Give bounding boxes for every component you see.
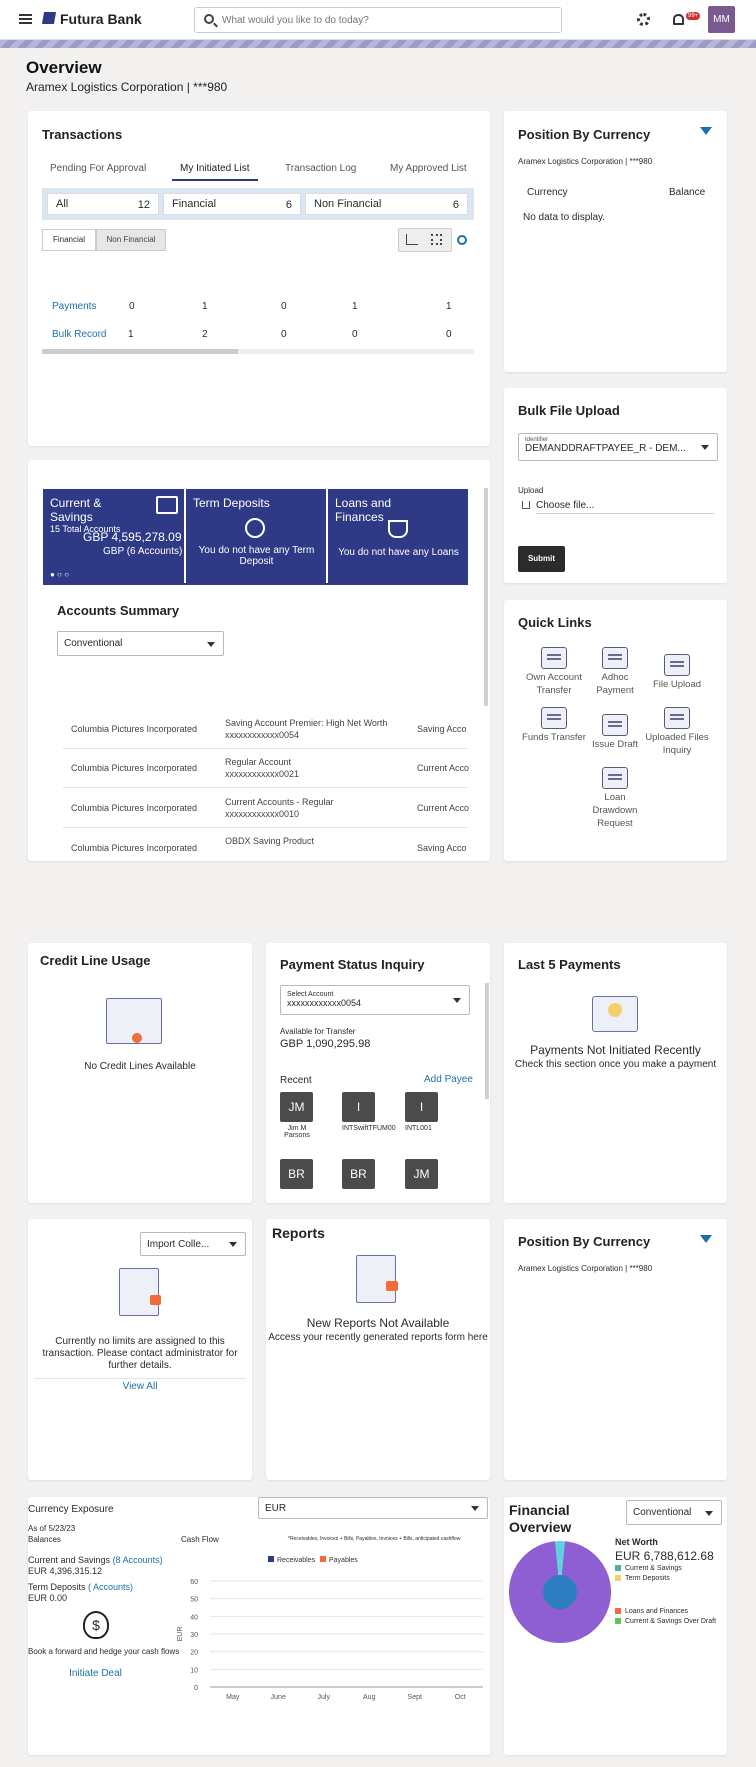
transfer-icon xyxy=(541,647,567,669)
acct-name: OBDX Saving Product xyxy=(225,836,315,846)
acct-type: Current Acco xyxy=(417,763,470,773)
col-balance: Balance xyxy=(669,187,706,198)
payment-status-card xyxy=(266,943,490,1203)
y-tick-label: 20 xyxy=(190,1649,198,1657)
kpi-td-title: Term Deposits xyxy=(193,496,270,510)
as-of-date: As of 5/23/23 xyxy=(28,1524,76,1533)
acct-type: Saving Acco xyxy=(417,843,467,853)
financial-overview-card xyxy=(504,1497,727,1755)
position-title: Position By Currency xyxy=(518,127,651,142)
acct-number-link[interactable]: xxxxxxxxxxxx0010 xyxy=(225,809,300,819)
currency-value: EUR xyxy=(265,1502,287,1514)
search-input[interactable] xyxy=(222,12,552,28)
acct-number-link[interactable]: xxxxxxxxxxxx0054 xyxy=(225,730,300,740)
bulk-title: Bulk File Upload xyxy=(518,403,620,418)
payment-icon xyxy=(602,647,628,669)
reports-head: New Reports Not Available xyxy=(306,1316,450,1330)
currency-dropdown[interactable] xyxy=(258,1497,488,1519)
financial-title: Financial Overview xyxy=(509,1502,572,1535)
initiate-deal-link[interactable]: Initiate Deal xyxy=(69,1668,122,1679)
view-all-link[interactable]: View All xyxy=(122,1381,158,1392)
available-value: GBP 1,090,295.98 xyxy=(280,1038,371,1050)
x-tick-label: June xyxy=(270,1694,286,1701)
kpi-loans-note: You do not have any Loans xyxy=(338,547,459,558)
upload-label: Upload xyxy=(518,486,544,495)
last-payments-sub: Check this section once you make a payment xyxy=(514,1059,717,1070)
payee-avatar[interactable]: I xyxy=(405,1092,438,1122)
filter-icon[interactable] xyxy=(700,1235,712,1243)
tile-non-financial-count: 6 xyxy=(452,199,459,211)
brand-name[interactable]: Futura Bank xyxy=(60,11,142,27)
grid-view-icon[interactable] xyxy=(431,234,442,245)
ql-adhoc-payment[interactable]: Adhoc Payment xyxy=(582,647,648,697)
identifier-label: Identifier xyxy=(525,437,549,443)
ql-own-account-transfer[interactable]: Own Account Transfer xyxy=(521,647,587,697)
row-bulk-val: 0 xyxy=(446,329,452,340)
page-subtitle: Aramex Logistics Corporation | ***980 xyxy=(26,80,228,94)
quick-links-card xyxy=(504,600,727,861)
tile-non-financial[interactable] xyxy=(305,193,468,215)
empty-state: No data to display. xyxy=(523,212,606,223)
kpi-term-deposits[interactable] xyxy=(185,489,326,583)
exposure-title: Currency Exposure xyxy=(28,1504,114,1515)
cashflow-note: *Receivables, Invoices + Bills, Payables, Invoices + Bills, anticipated cashflow xyxy=(288,1536,461,1542)
legend-item: Current & Savings xyxy=(615,1565,682,1572)
chevron-down-icon xyxy=(705,1511,713,1516)
payee-avatar[interactable]: I xyxy=(342,1092,375,1122)
tile-all[interactable] xyxy=(47,193,159,215)
cs-amount: EUR 4,396,315.12 xyxy=(28,1566,103,1576)
loan-icon xyxy=(602,767,628,789)
identifier-value: DEMANDDRAFTPAYEE_R - DEM... xyxy=(525,443,686,454)
choose-file-input[interactable]: Choose file... xyxy=(536,500,714,514)
kpi-td-note: You do not have any Term Deposit xyxy=(198,545,315,567)
legend-label: Receivables xyxy=(277,1557,316,1564)
ql-loan-drawdown[interactable]: Loan Drawdown Request xyxy=(582,767,648,830)
limits-dropdown[interactable] xyxy=(140,1232,246,1256)
td-amount: EUR 0.00 xyxy=(28,1593,68,1603)
acct-name: Current Accounts - Regular xyxy=(225,797,334,807)
identifier-dropdown[interactable] xyxy=(518,433,718,461)
pie-center xyxy=(543,1575,577,1609)
last-payments-title: Last 5 Payments xyxy=(518,957,621,972)
networth-label: Net Worth xyxy=(615,1537,658,1547)
chevron-down-icon xyxy=(207,642,215,647)
y-tick-label: 10 xyxy=(190,1667,198,1675)
subtab-non-financial[interactable]: Non Financial xyxy=(96,229,166,251)
row-payments-val: 0 xyxy=(281,301,287,312)
select-account-value: xxxxxxxxxxxx0054 xyxy=(287,998,362,1008)
tile-all-count: 12 xyxy=(137,199,150,211)
header-band xyxy=(0,40,756,48)
reports-card xyxy=(266,1219,490,1480)
accounts-summary-title: Accounts Summary xyxy=(57,603,180,618)
legend-swatch xyxy=(615,1618,621,1624)
credit-title: Credit Line Usage xyxy=(40,953,151,968)
td-label: Term Deposits ( Accounts) xyxy=(28,1582,134,1592)
credit-empty: No Credit Lines Available xyxy=(84,1061,196,1072)
vertical-scrollbar[interactable] xyxy=(484,488,488,706)
row-payments-val: 1 xyxy=(352,301,358,312)
row-bulk-val: 1 xyxy=(128,329,134,340)
horizontal-scrollbar[interactable] xyxy=(42,349,474,354)
payee-avatar[interactable]: JM xyxy=(280,1092,313,1122)
transactions-card xyxy=(28,111,490,446)
menu-icon[interactable] xyxy=(19,14,32,24)
acct-type: Current Acco xyxy=(417,803,470,813)
acct-type: Saving Acco xyxy=(417,724,467,734)
legend-swatch xyxy=(320,1556,326,1562)
legend-swatch xyxy=(615,1565,621,1571)
cash-flow-chart xyxy=(168,1545,490,1705)
last-payments-card xyxy=(504,943,727,1203)
search-bar[interactable] xyxy=(194,7,562,33)
ql-issue-draft[interactable]: Issue Draft xyxy=(582,714,648,751)
acct-party: Columbia Pictures Incorporated xyxy=(71,843,198,853)
document-illustration-icon xyxy=(119,1268,159,1316)
file-upload-icon xyxy=(664,654,690,676)
credit-line-card xyxy=(28,943,252,1203)
filter-icon[interactable] xyxy=(700,127,712,135)
payee-name: INTL001 xyxy=(405,1125,432,1132)
acct-name: Regular Account xyxy=(225,757,292,767)
x-tick-label: July xyxy=(317,1694,330,1701)
ql-file-upload[interactable]: File Upload xyxy=(644,654,710,691)
chevron-down-icon xyxy=(701,445,709,450)
ql-uploaded-files-inquiry[interactable]: Uploaded Files Inquiry xyxy=(644,707,710,757)
cs-label: Current and Savings (8 Accounts) xyxy=(28,1555,163,1565)
x-tick-label: Aug xyxy=(363,1694,376,1701)
avatar[interactable]: MM xyxy=(708,6,735,33)
tab-my-initiated[interactable]: My Initiated List xyxy=(180,163,250,174)
wallet-icon xyxy=(156,496,178,514)
row-bulk-val: 2 xyxy=(202,329,208,340)
legend-item: Term Deposits xyxy=(615,1575,670,1582)
acct-number-link[interactable]: xxxxxxxxxxxx0021 xyxy=(225,769,300,779)
payee-avatar[interactable]: BR xyxy=(342,1159,375,1189)
kpi-cs-amount: GBP 4,595,278.09 xyxy=(83,530,182,544)
select-account-label: Select Account xyxy=(287,991,334,998)
hand-coin-icon xyxy=(388,520,408,538)
balances-label: Balances xyxy=(28,1535,61,1544)
limits-dropdown-value: Import Colle... xyxy=(147,1238,210,1250)
draft-icon xyxy=(602,714,628,736)
select-account-dropdown[interactable] xyxy=(280,985,470,1015)
bank-logo-icon xyxy=(42,12,56,24)
accounts-card xyxy=(28,460,490,861)
position-card xyxy=(504,111,727,372)
limits-card xyxy=(28,1219,252,1480)
position-entity-2: Aramex Logistics Corporation | ***980 xyxy=(518,1264,653,1273)
upload-icon xyxy=(522,501,530,509)
kpi-cs-note: GBP (6 Accounts) xyxy=(103,546,183,557)
hedge-text: Book a forward and hedge your cash flows xyxy=(28,1647,180,1656)
notification-badge: 99+ xyxy=(688,13,699,19)
payment-status-title: Payment Status Inquiry xyxy=(280,957,425,972)
cs-accounts-link[interactable]: (8 Accounts) xyxy=(112,1555,163,1565)
legend-label: Payables xyxy=(329,1557,358,1564)
y-tick-label: 30 xyxy=(190,1632,198,1639)
row-payments-label[interactable]: Payments xyxy=(52,301,97,312)
last-payments-head: Payments Not Initiated Recently xyxy=(530,1043,701,1057)
chevron-down-icon xyxy=(453,998,461,1003)
y-tick-label: 0 xyxy=(194,1685,198,1692)
kpi-loans[interactable] xyxy=(327,489,468,583)
cashflow-label: Cash Flow xyxy=(181,1535,219,1544)
currency-exposure-card xyxy=(28,1497,490,1755)
financial-filter-dropdown[interactable] xyxy=(626,1500,722,1525)
reports-sub: Access your recently generated reports form here xyxy=(268,1332,488,1343)
financial-filter-value: Conventional xyxy=(633,1507,692,1518)
chevron-down-icon xyxy=(229,1242,237,1247)
row-payments-val: 0 xyxy=(129,301,135,312)
carousel-dots[interactable]: ● ○ ○ xyxy=(50,570,69,579)
tile-all-label: All xyxy=(56,198,69,210)
col-currency: Currency xyxy=(527,187,568,198)
submit-button[interactable]: Submit xyxy=(518,546,565,572)
report-illustration-icon xyxy=(356,1255,396,1303)
vertical-scrollbar[interactable] xyxy=(485,983,489,1099)
x-tick-label: Sept xyxy=(407,1694,422,1701)
x-tick-label: May xyxy=(226,1694,240,1701)
tile-financial-count: 6 xyxy=(285,199,292,211)
acct-name: Saving Account Premier: High Net Worth xyxy=(225,718,388,728)
transactions-search-icon[interactable] xyxy=(457,235,467,245)
y-tick-label: 40 xyxy=(190,1614,198,1622)
kpi-cs-sub: 15 Total Accounts xyxy=(50,524,121,534)
acct-party: Columbia Pictures Incorporated xyxy=(71,763,198,773)
money-bag-icon xyxy=(245,518,265,538)
y-tick-label: 50 xyxy=(190,1596,198,1604)
legend-swatch xyxy=(268,1556,274,1562)
kpi-cs-title: Current & Savings xyxy=(50,496,102,524)
legend-item: Loans and Finances xyxy=(615,1608,688,1615)
available-label: Available for Transfer xyxy=(280,1027,356,1036)
gear-icon[interactable] xyxy=(637,13,650,26)
bar-chart-icon[interactable] xyxy=(406,234,418,245)
position-title-2: Position By Currency xyxy=(518,1234,651,1249)
tab-pending-approval[interactable]: Pending For Approval xyxy=(50,163,147,174)
position-entity: Aramex Logistics Corporation | ***980 xyxy=(518,157,653,166)
position-card-2 xyxy=(504,1219,727,1480)
top-bar xyxy=(0,0,756,40)
payee-avatar[interactable]: JM xyxy=(405,1159,438,1189)
quick-links-title: Quick Links xyxy=(518,615,592,630)
limits-message: Currently no limits are assigned to this transaction. Please contact administrator for further details. xyxy=(42,1336,238,1371)
acct-party: Columbia Pictures Incorporated xyxy=(71,803,198,813)
row-bulk-val: 0 xyxy=(281,329,287,340)
kpi-current-savings[interactable] xyxy=(43,489,184,583)
x-tick-label: Oct xyxy=(454,1694,466,1701)
legend-swatch xyxy=(615,1575,621,1581)
chevron-down-icon xyxy=(471,1506,479,1511)
tile-financial[interactable] xyxy=(163,193,301,215)
tile-non-financial-label: Non Financial xyxy=(314,198,382,210)
recent-label: Recent xyxy=(280,1075,312,1086)
accounts-filter-dropdown[interactable] xyxy=(57,631,224,656)
row-bulk-record-label[interactable]: Bulk Record xyxy=(52,329,107,340)
file-inquiry-icon xyxy=(664,707,690,729)
bulk-upload-card xyxy=(504,388,727,583)
payee-name: Jim M Parsons xyxy=(284,1125,310,1139)
payee-avatar[interactable]: BR xyxy=(280,1159,313,1189)
tile-financial-label: Financial xyxy=(172,198,217,210)
row-bulk-val: 0 xyxy=(352,329,358,340)
financial-pie-chart xyxy=(508,1537,618,1647)
tab-my-approved[interactable]: My Approved List xyxy=(390,163,467,174)
networth-value: EUR 6,788,612.68 xyxy=(615,1549,714,1563)
page-title: Overview xyxy=(26,58,102,77)
money-bag-icon: $ xyxy=(83,1611,109,1639)
funds-transfer-icon xyxy=(541,707,567,729)
add-payee-link[interactable]: Add Payee xyxy=(424,1074,473,1085)
td-accounts-link[interactable]: ( Accounts) xyxy=(88,1582,134,1592)
reports-title: Reports xyxy=(272,1225,325,1241)
tab-transaction-log[interactable]: Transaction Log xyxy=(285,163,357,174)
y-tick-label: 60 xyxy=(190,1579,198,1586)
bell-icon[interactable] xyxy=(673,14,684,25)
acct-party: Columbia Pictures Incorporated xyxy=(71,724,198,734)
row-payments-val: 1 xyxy=(202,301,208,312)
subtab-financial[interactable]: Financial xyxy=(42,229,96,251)
accounts-filter-value: Conventional xyxy=(64,638,123,649)
payee-name: INTSwiftTFUM00 xyxy=(342,1125,396,1132)
row-payments-val: 1 xyxy=(446,301,452,312)
y-axis-label: EUR xyxy=(177,1626,184,1642)
ql-funds-transfer[interactable]: Funds Transfer xyxy=(521,707,587,744)
legend-item: Current & Savings Over Draft xyxy=(615,1618,716,1625)
legend-swatch xyxy=(615,1608,621,1614)
tab-active-underline xyxy=(172,179,258,181)
kpi-loans-title: Loans and Finances xyxy=(335,496,392,524)
transactions-title: Transactions xyxy=(42,127,123,142)
